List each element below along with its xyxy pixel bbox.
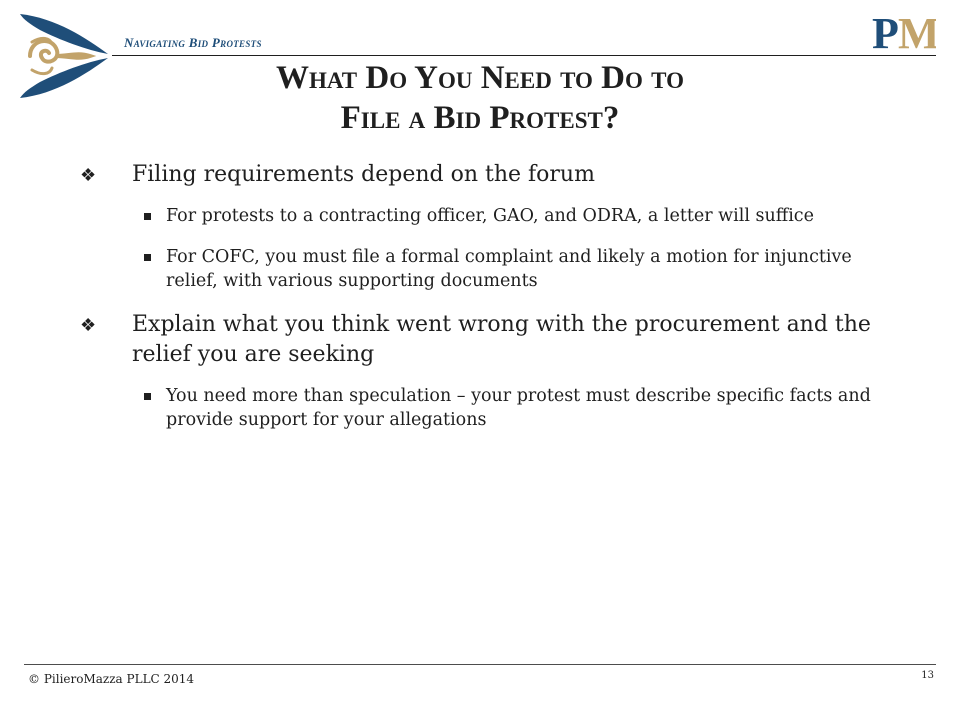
svg-text:P: P <box>872 9 899 56</box>
slide-title <box>120 58 840 138</box>
bullet-1-sub-1-text: For protests to a contracting officer, GAO, and ODRA, a letter will suffice <box>166 206 814 226</box>
header-divider <box>112 55 936 56</box>
diamond-bullet-icon: ❖ <box>80 165 97 186</box>
bullet-2-sub-1-text: You need more than speculation – your protest must describe specific facts and provide support for your allegations <box>166 386 871 430</box>
svg-text:M: M <box>898 9 936 56</box>
bullet-1-sub-1 <box>80 204 900 228</box>
firm-ornament-logo <box>16 10 112 106</box>
square-bullet-icon <box>144 213 151 220</box>
bullet-2 <box>80 310 900 370</box>
page-number: 13 <box>921 670 934 681</box>
slide-title-line-2: File a Bid Protest? <box>340 100 620 136</box>
section-title: Navigating Bid Protests <box>124 35 262 50</box>
copyright-notice: © PilieroMazza PLLC 2014 <box>28 672 195 686</box>
bullet-2-text: Explain what you think went wrong with the procurement and the relief you are seeking <box>132 312 871 367</box>
bullet-1-sub-2 <box>80 245 900 293</box>
bullet-1-text: Filing requirements depend on the forum <box>132 162 595 187</box>
square-bullet-icon <box>144 254 151 261</box>
bullet-1 <box>80 160 900 190</box>
bullet-1-sub-2-text: For COFC, you must file a formal complaint and likely a motion for injunctive relief, with various supporting documents <box>166 247 852 291</box>
diamond-bullet-icon: ❖ <box>80 315 97 336</box>
slide-title-line-1: What Do You Need to Do to <box>276 60 684 96</box>
square-bullet-icon <box>144 393 151 400</box>
pm-logo <box>872 8 936 60</box>
footer-divider <box>24 664 936 665</box>
ornament-wing-bottom <box>20 58 108 98</box>
bullet-2-sub-1 <box>80 384 900 432</box>
slide-body <box>80 160 900 449</box>
